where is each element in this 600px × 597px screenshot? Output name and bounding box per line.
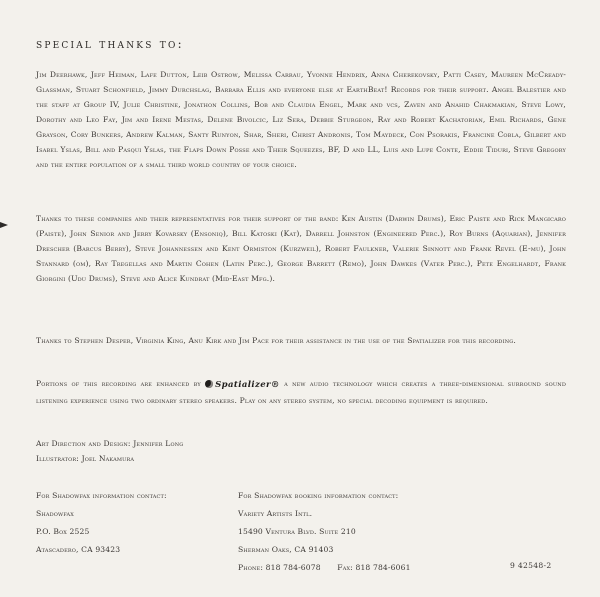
booking-contact-name: Variety Artists Intl. bbox=[238, 509, 313, 518]
booking-contact-title: For Shadowfax booking information contact: bbox=[238, 491, 399, 500]
special-thanks-heading: special thanks to: bbox=[36, 36, 184, 51]
spatializer-logo bbox=[205, 378, 280, 393]
shadowfax-contact-box: P.O. Box 2525 bbox=[36, 527, 90, 536]
booking-phone: Phone: 818 784-6078 bbox=[238, 563, 321, 572]
art-direction-credit: Art Direction and Design: Jennifer Long bbox=[36, 439, 184, 448]
spatializer-notice-lead: Portions of this recording are enhanced by bbox=[36, 379, 201, 388]
spatializer-notice-tail: a new audio technology which creates a three-dimensional surround sound listening experience using two ordinary stereo speakers. Play on any stereo system, no special decoding equipment is required. bbox=[36, 379, 566, 405]
booking-contact-phones bbox=[238, 559, 538, 577]
spatializer-logo-text: Spatializer® bbox=[215, 380, 280, 390]
booking-contact-block bbox=[238, 487, 538, 577]
booking-contact-address: 15490 Ventura Blvd. Suite 210 bbox=[238, 527, 356, 536]
illustrator-credit: Illustrator: Joel Nakamura bbox=[36, 454, 135, 463]
shadowfax-contact-title: For Shadowfax information contact: bbox=[36, 491, 167, 500]
thanks-companies-paragraph: Thanks to these companies and their representatives for their support of the band: Ken Austin (Darwin Drums), Eric Paiste and Rick Mangicaro (Paiste), John Senior and Jerry Kovarsky (Ensoniq), Bill Katoski (Kat), Darrell Johnston (Engineered Perc.), Roy Burns (Aquarian), Jennifer Drescher (Barcus Berry), Steve Johannessen and Kent Ormiston (Kurzweil), Robert Faulkner, Valerie Sinnott and Frank Revel (E-mu), John Stannard (om), Ray Tregellas and Martin Cohen (Latin Perc.), George Barrett (Remo), John Dawkes (Vater Perc.), Pete Engelhardt, Frank Giorgini (Udu Drums), Steve and Alice Kundrat (Mid-East Mfg.). bbox=[36, 214, 566, 283]
spatializer-notice-paragraph bbox=[36, 376, 566, 408]
spatializer-logo-icon bbox=[205, 380, 213, 388]
thanks-spatializer-paragraph: Thanks to Stephen Desper, Virginia King, Anu Kirk and Jim Pace for their assistance in the use of the Spatializer for this recording. bbox=[36, 336, 516, 345]
shadowfax-contact-block bbox=[36, 487, 226, 559]
shadowfax-contact-city: Atascadero, CA 93423 bbox=[36, 545, 121, 554]
shadowfax-contact-name: Shadowfax bbox=[36, 509, 74, 518]
booking-contact-city: Sherman Oaks, CA 91403 bbox=[238, 545, 334, 554]
catalog-number: 9 42548-2 bbox=[510, 561, 552, 570]
thanks-people-paragraph: Jim Deerhawk, Jeff Heiman, Lafe Dutton, Leib Ostrow, Melissa Carrau, Yvonne Hendrix, Anna Cherekovsky, Patti Casey, Maureen McCready-Glassman, Stuart Schonfield, Jimmy Durchslag, Barbara Ellis and everyone else at EarthBeat! Records for their support. Angel Balestier and the staff at Group IV, Julie Christine, Jonathon Collins, Bob and Claudia Engel, Mark and vcs, Zaven and Anahid Chakmakian, Steve Lowy, Dorothy and Leo Fay, Jim and Irene Mestas, Delene Bivolcic, Liz Sera, Debbie Sturgeon, Ray and Robert Kachatorian, Emil Richards, Gene Grayson, Cory Bunkers, Andrew Kalman, Santy Runyon, Shar, Sheri, Christ Andronis, Tom Maydeck, Con Psorakis, Francine Cobla, Gilbert and Isabel Yslas, Bill and Pasqui Yslas, the Flaps Down Posse and Their Squeezes, BF, D and LL, Luis and Lupe Conte, Eddie Tiduri, Steve Gregory and the entire population of a small third world country of your choice. bbox=[36, 70, 566, 169]
edge-notch-mark bbox=[0, 222, 8, 228]
credits-block bbox=[36, 436, 566, 466]
booking-fax: Fax: 818 784-6061 bbox=[337, 563, 411, 572]
